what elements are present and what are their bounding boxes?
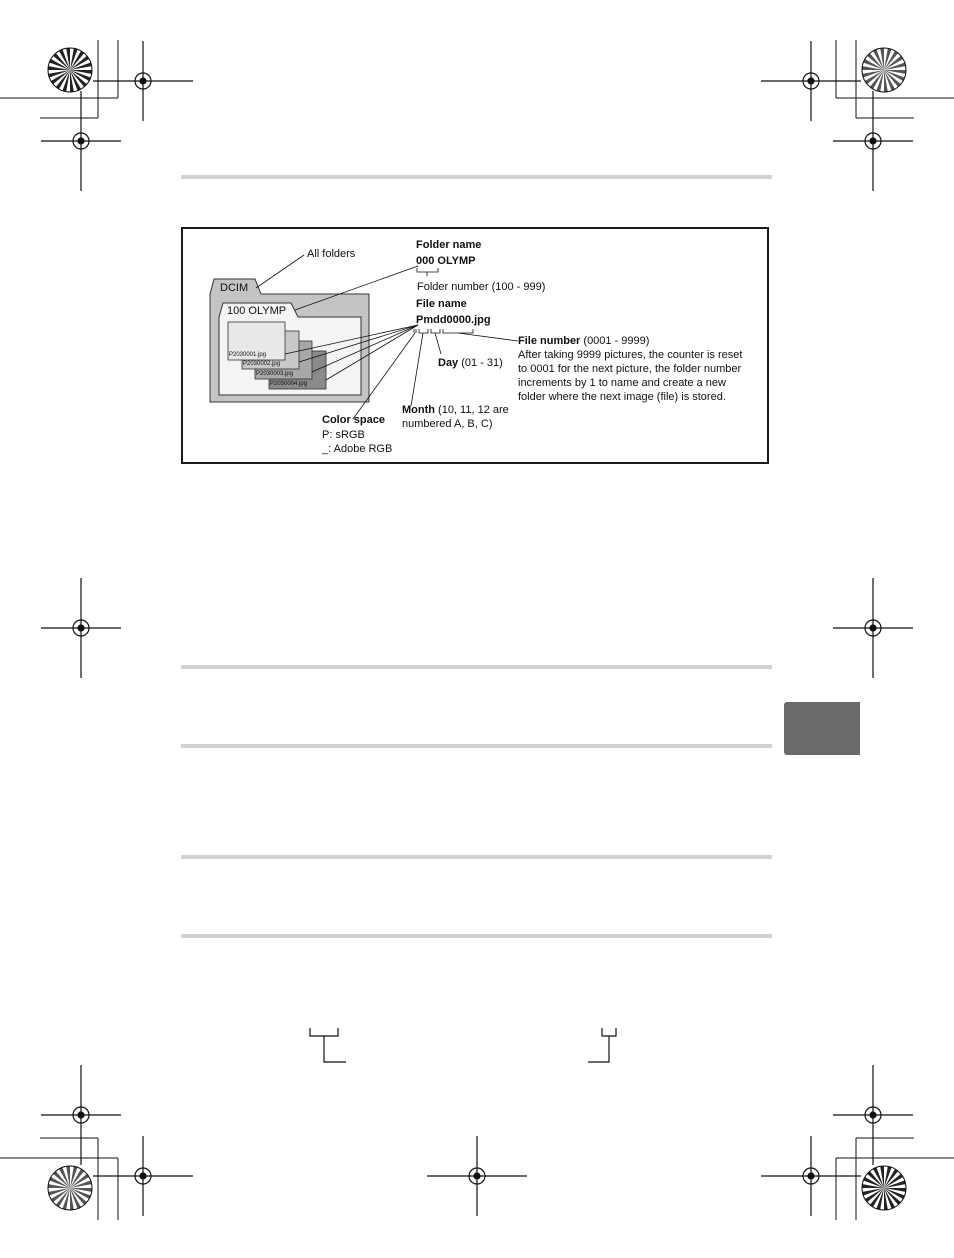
- folder-name-pattern: 000 OLYMP: [416, 255, 476, 267]
- color-space-srgb: P: sRGB: [322, 429, 365, 441]
- file-number-label: File number: [518, 335, 581, 347]
- file-number-range: (0001 - 9999): [580, 335, 650, 347]
- color-space-label: Color space: [322, 414, 385, 426]
- file-label-2: P2030002.jpg: [243, 361, 281, 367]
- subfolder-label: 100 OLYMP: [227, 305, 287, 317]
- month-range: (10, 11, 12 are: [434, 404, 509, 416]
- folder-name-heading: Folder name: [416, 239, 482, 251]
- file-number-desc-3: increments by 1 to name and create a new: [518, 377, 726, 389]
- file-number-desc-2: to 0001 for the next picture, the folder number: [518, 363, 742, 375]
- dcim-label: DCIM: [220, 282, 249, 294]
- sunburst-mark: [48, 1166, 92, 1210]
- file-name-pattern: Pmdd0000.jpg: [416, 314, 491, 326]
- month-label: Month: [402, 404, 435, 416]
- file-number-desc-1: After taking 9999 pictures, the counter is reset: [518, 349, 743, 361]
- file-label-3: P2030003.jpg: [256, 371, 294, 377]
- sunburst-mark: [862, 1166, 906, 1210]
- file-number-desc-4: folder where the next image (file) is stored.: [518, 391, 726, 403]
- month-line-2: numbered A, B, C): [402, 418, 493, 430]
- sunburst-mark: [862, 48, 906, 92]
- color-space-adobe: _: Adobe RGB: [322, 443, 393, 455]
- all-folders-label: All folders: [307, 248, 356, 260]
- day-label: Day: [438, 357, 459, 369]
- file-label-1: P2030001.jpg: [229, 352, 267, 358]
- sunburst-mark: [48, 48, 92, 92]
- folder-number-note: Folder number (100 - 999): [417, 281, 546, 293]
- day-range: (01 - 31): [458, 357, 503, 369]
- file-label-4: P2030004.jpg: [270, 381, 308, 387]
- file-name-heading: File name: [416, 298, 467, 310]
